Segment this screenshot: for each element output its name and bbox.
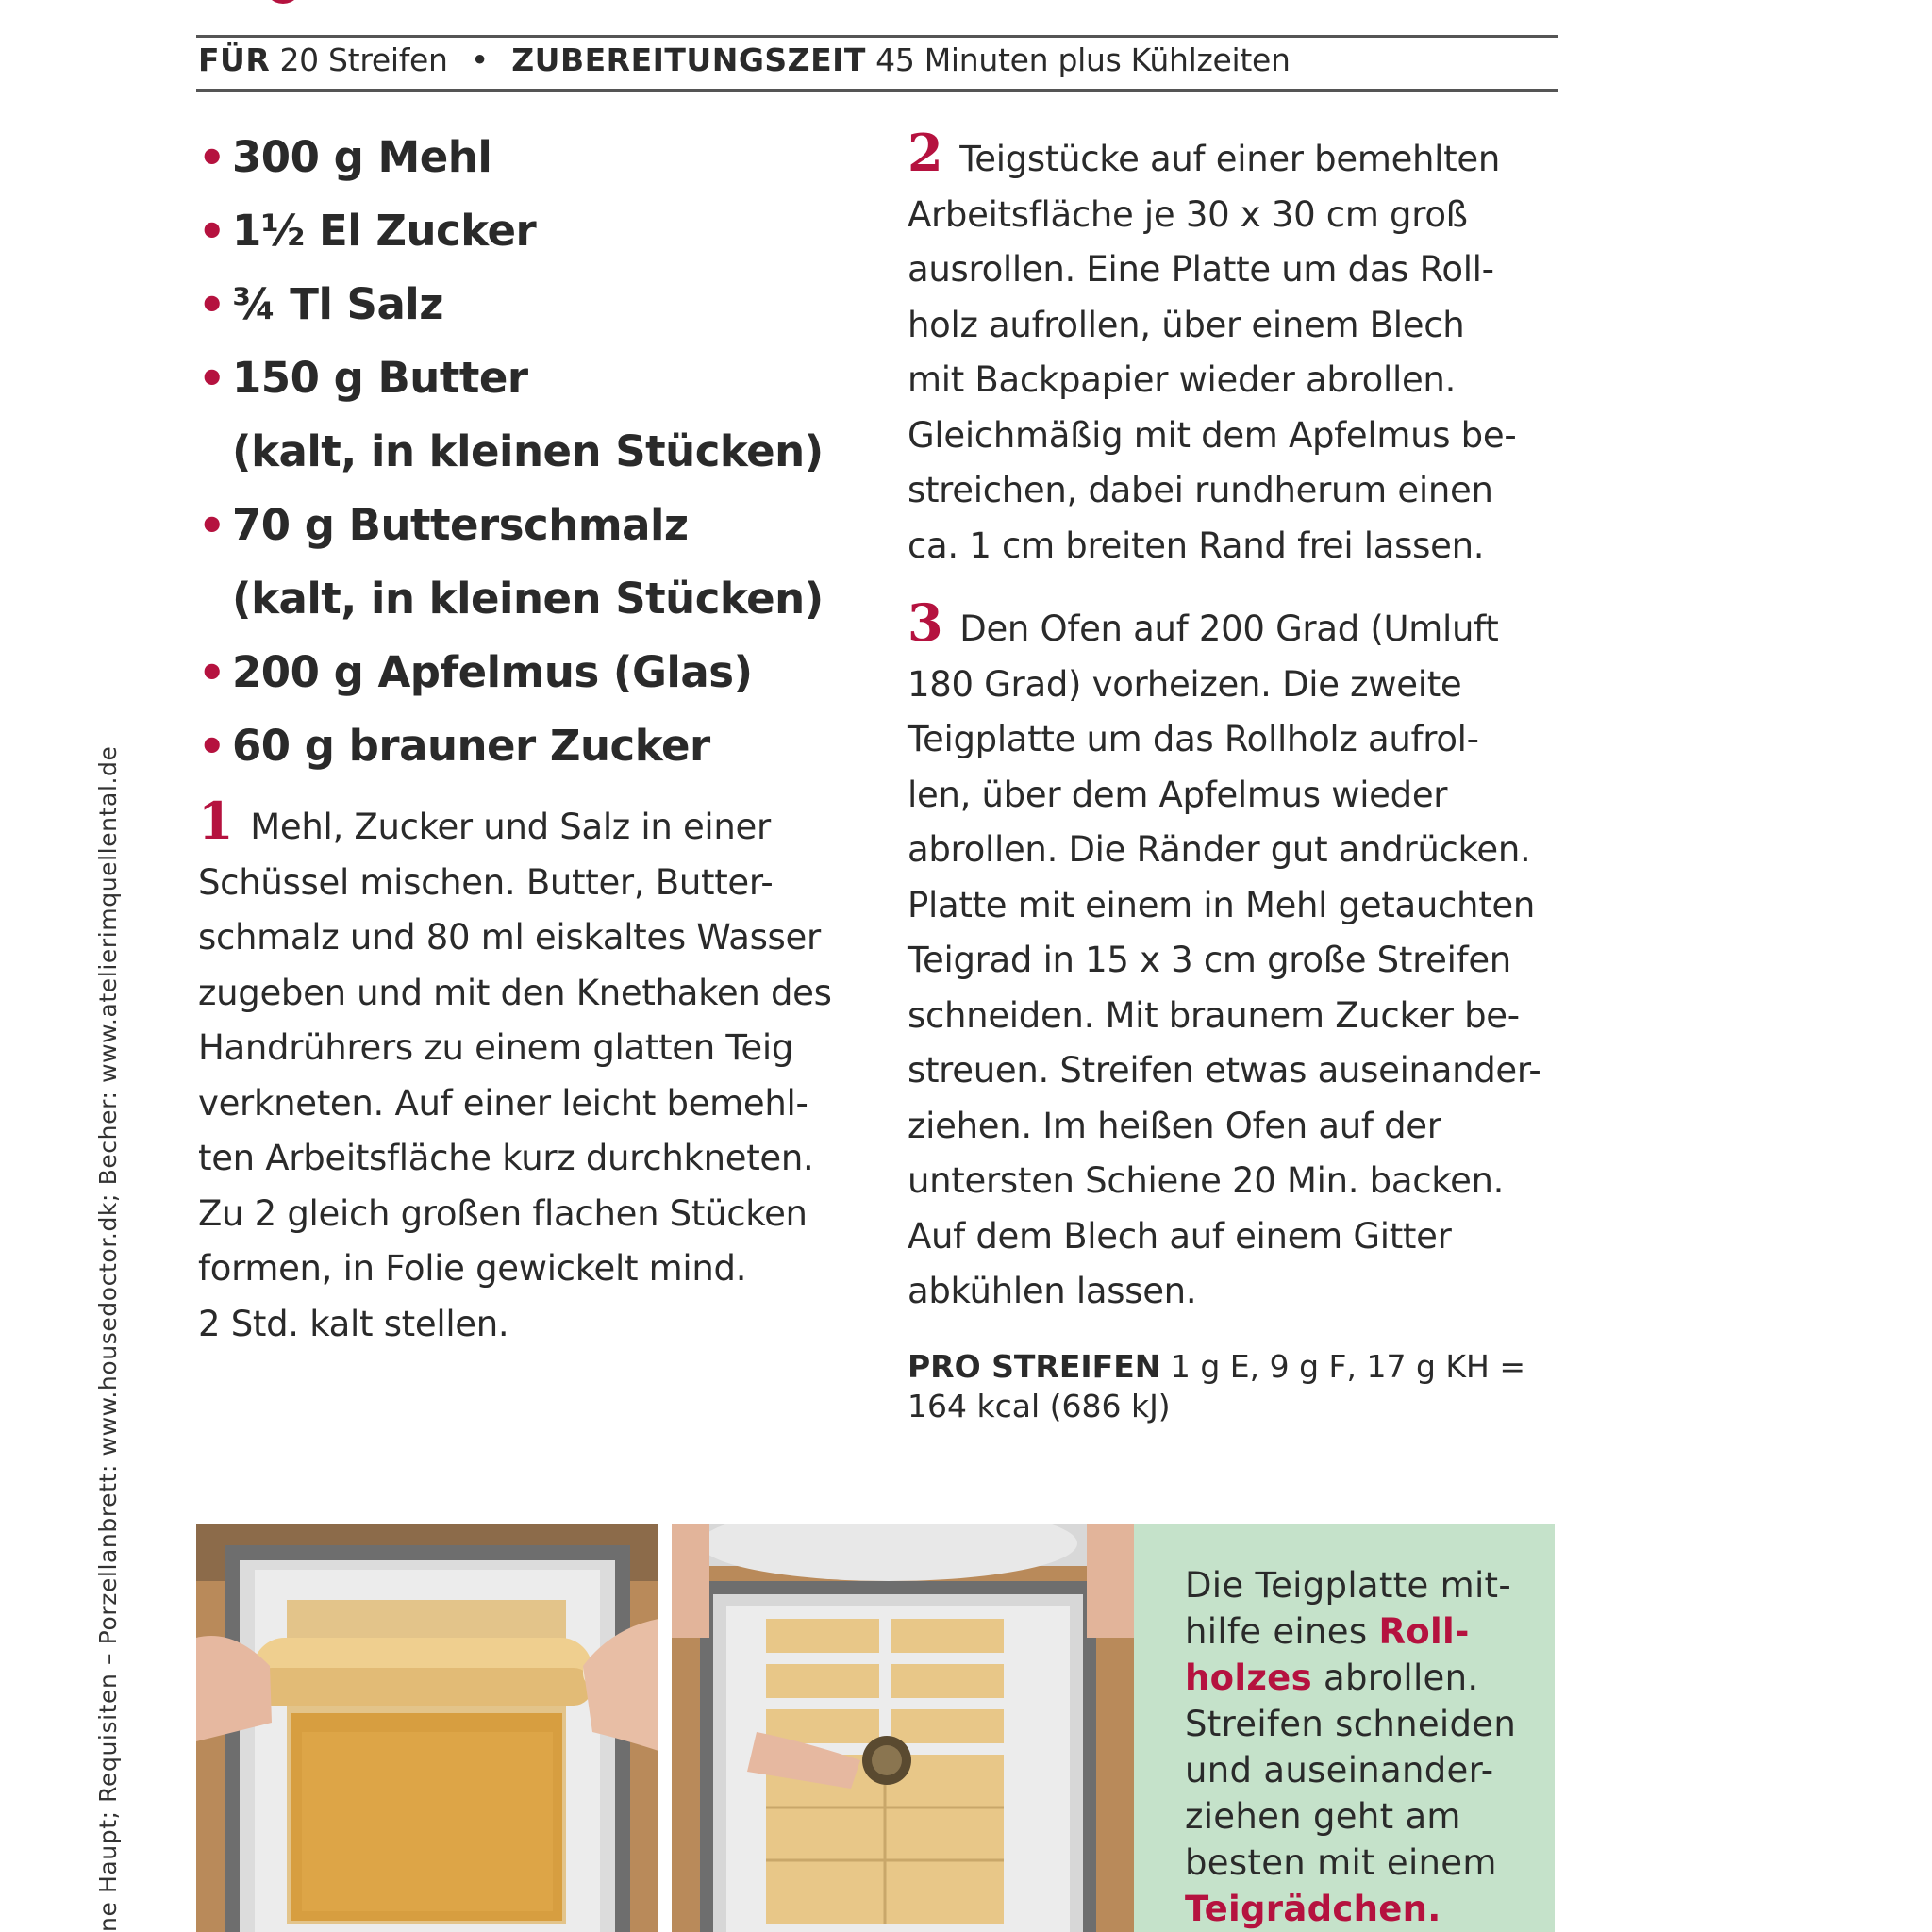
tip-highlight: Teigrädchen. bbox=[1185, 1889, 1441, 1929]
photo-rolling-dough bbox=[196, 1524, 658, 1932]
tip-text: Die Teigplatte mit- hilfe eines Roll- holzes abrollen. Streifen schneiden und auseinander- ziehen geht am besten mit einem Teigrädchen. bbox=[1185, 1565, 1517, 1929]
servings-label: FÜR bbox=[198, 42, 271, 78]
ingredient-item: • ¾ Tl Salz bbox=[198, 268, 858, 341]
step-2: 2 Teigstücke auf einer bemehlten Arbeitsfläche je 30 x 30 cm groß ausrollen. Eine Platte um das Roll- holz aufrollen, über einem Blech mit Backpapier wieder abrollen. Gleichmäßig mit dem Apfelmus be- streichen, dabei rundherum einen ca. 1 cm breiten Rand frei lassen. bbox=[908, 123, 1517, 566]
tip-highlight: holzes bbox=[1185, 1657, 1312, 1698]
bullet-icon: • bbox=[198, 206, 225, 257]
meta-separator: • bbox=[470, 42, 490, 78]
photo-cutting-strips bbox=[672, 1524, 1134, 1932]
bullet-icon: • bbox=[198, 353, 225, 404]
bullet-icon: • bbox=[198, 500, 225, 551]
step-number: 3 bbox=[908, 592, 943, 653]
ingredient-item: • 200 g Apfelmus (Glas) bbox=[198, 636, 858, 709]
ingredient-item: • 300 g Mehl bbox=[198, 121, 858, 194]
prep-time-value: 45 Minuten plus Kühlzeiten bbox=[875, 42, 1291, 78]
tip-highlight: Roll- bbox=[1378, 1611, 1470, 1652]
ingredient-item: • 60 g brauner Zucker bbox=[198, 709, 858, 783]
top-rule bbox=[196, 35, 1558, 38]
nutrition-info: PRO STREIFEN 1 g E, 9 g F, 17 g KH = 164 kcal (686 kJ) bbox=[908, 1348, 1526, 1424]
bullet-icon: • bbox=[198, 647, 225, 698]
step-number: 1 bbox=[198, 791, 234, 851]
step-number: 2 bbox=[908, 123, 943, 183]
title-fragment bbox=[264, 0, 302, 4]
servings-value: 20 Streifen bbox=[279, 42, 448, 78]
bullet-icon: • bbox=[198, 279, 225, 330]
ingredient-item: • 1½ El Zucker bbox=[198, 194, 858, 268]
bullet-icon: • bbox=[198, 721, 225, 772]
photo-credit: ne Haupt; Requisiten – Porzellanbrett: www.housedoctor.dk; Becher: www.atelierimquellental.de bbox=[94, 745, 122, 1932]
step-3: 3 Den Ofen auf 200 Grad (Umluft 180 Grad) vorheizen. Die zweite Teigplatte um das Rollholz aufrol- len, über dem Apfelmus wieder abrollen. Die Ränder gut andrücken. Platte mit einem in Mehl getauchten Teigrad in 15 x 3 cm große Streifen schneiden. Mit braunem Zucker be- streuen. Streifen etwas auseinander- ziehen. Im heißen Ofen auf der untersten Schiene 20 Min. backen. Auf dem Blech auf einem Gitter abkühlen lassen. bbox=[908, 592, 1541, 1311]
ingredient-item: • 150 g Butter (kalt, in kleinen Stücken) bbox=[198, 341, 858, 489]
bottom-rule bbox=[196, 89, 1558, 92]
ingredient-note: (kalt, in kleinen Stücken) bbox=[232, 426, 824, 476]
nutrition-label: PRO STREIFEN bbox=[908, 1348, 1161, 1385]
recipe-meta bbox=[198, 42, 1291, 78]
ingredient-item: • 70 g Butterschmalz (kalt, in kleinen Stücken) bbox=[198, 489, 858, 636]
ingredient-note: (kalt, in kleinen Stücken) bbox=[232, 574, 824, 624]
tip-box bbox=[1134, 1524, 1555, 1932]
ingredient-list bbox=[198, 121, 858, 783]
step-1: 1 Mehl, Zucker und Salz in einer Schüssel mischen. Butter, Butter- schmalz und 80 ml eiskaltes Wasser zugeben und mit den Knethaken des Handrührers zu einem glatten Teig verkneten. Auf einer leicht bemehl- ten Arbeitsfläche kurz durchkneten. Zu 2 gleich großen flachen Stücken formen, in Folie gewickelt mind. 2 Std. kalt stellen. bbox=[198, 791, 832, 1344]
prep-time-label: ZUBEREITUNGSZEIT bbox=[511, 42, 866, 78]
bullet-icon: • bbox=[198, 132, 225, 183]
